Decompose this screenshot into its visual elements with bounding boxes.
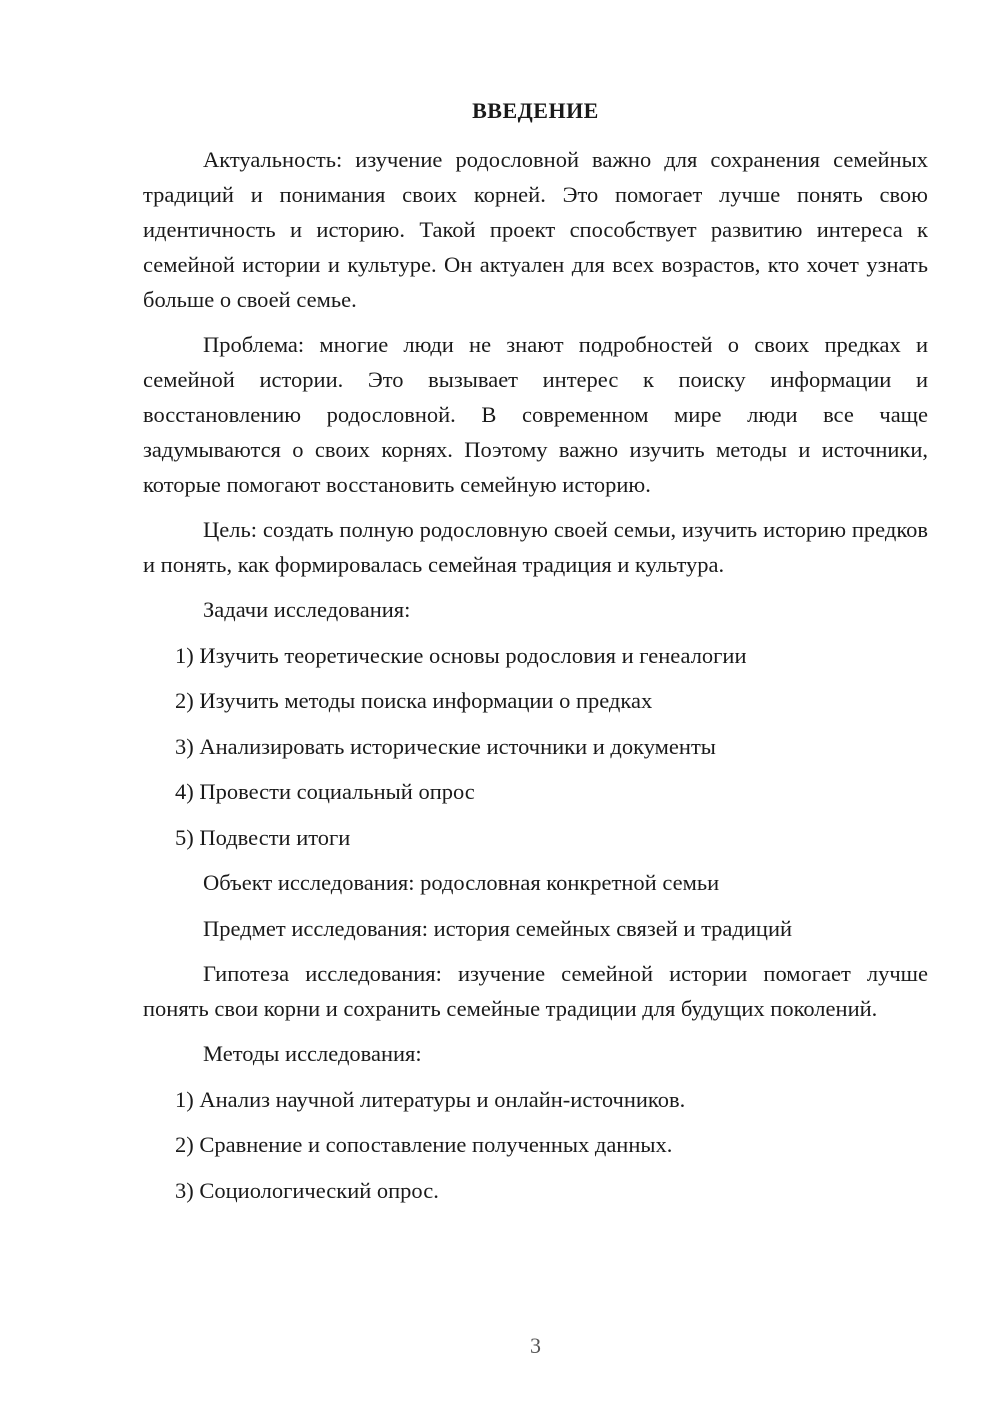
page-content — [143, 142, 928, 1218]
page-number: 3 — [530, 1333, 541, 1358]
method-item: 2) Сравнение и сопоставление полученных данных. — [175, 1132, 673, 1157]
hypothesis-paragraph: Гипотеза исследования: изучение семейной истории помогает лучше понять свои корни и сохранить семейные традиции для будущих поколений. — [143, 961, 928, 1021]
task-item: 1) Изучить теоретические основы родословия и генеалогии — [175, 642, 747, 668]
goal-paragraph: Цель: создать полную родословную своей семьи, изучить историю предков и понять, как формировалась семейная традиция и культура. — [143, 517, 928, 577]
task-item: 5) Подвести итоги — [175, 824, 351, 850]
problem-paragraph: Проблема: многие люди не знают подробностей о своих предках и семейной истории. Это вызывает интерес к поиску информации и восстановлению родословной. В современном мире люди все чаще задумываются о своих корнях. Поэтому важно изучить методы и источники, которые помогают восстановить семейную историю. — [143, 332, 928, 497]
task-item: 3) Анализировать исторические источники и документы — [175, 733, 716, 759]
task-item: 2) Изучить методы поиска информации о предках — [175, 688, 653, 713]
methods-heading: Методы исследования: — [203, 1041, 422, 1066]
relevance-paragraph: Актуальность: изучение родословной важно для сохранения семейных традиций и понимания своих корней. Это помогает лучше понять свою идентичность и историю. Такой проект способствует развитию интереса к семейной истории и культуре. Он актуален для всех возрастов, кто хочет узнать больше о своей семье. — [143, 147, 928, 312]
tasks-heading: Задачи исследования: — [203, 597, 411, 622]
research-object: Объект исследования: родословная конкретной семьи — [203, 870, 720, 895]
method-item: 3) Социологический опрос. — [175, 1177, 439, 1203]
research-subject: Предмет исследования: история семейных связей и традиций — [203, 915, 793, 941]
page-title: ВВЕДЕНИЕ — [472, 98, 599, 123]
task-item: 4) Провести социальный опрос — [175, 779, 475, 804]
method-item: 1) Анализ научной литературы и онлайн-источников. — [175, 1086, 686, 1112]
